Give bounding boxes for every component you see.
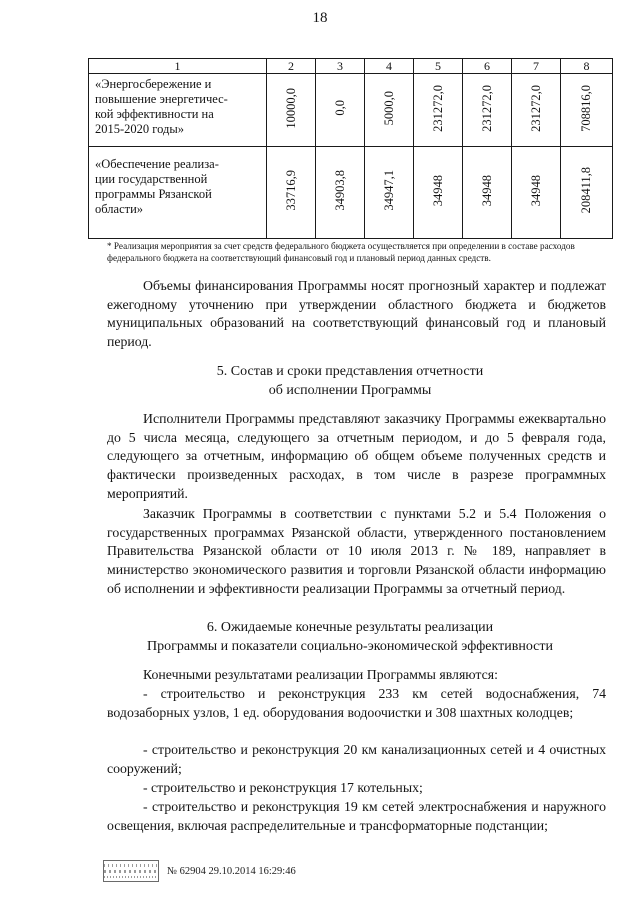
- program-name-line: области»: [95, 202, 144, 216]
- financing-table: [88, 58, 613, 239]
- value-cell: [463, 147, 512, 239]
- value-text: 208411,8: [579, 167, 593, 214]
- value-text: 231272,0: [479, 84, 494, 132]
- program-name-line: «Энергосбережение и: [95, 77, 212, 91]
- table-header-cell: 5: [414, 59, 463, 74]
- section-6-title: [88, 619, 612, 656]
- table-header-cell: 6: [463, 59, 512, 74]
- results-item: - строительство и реконструкция 19 км сетей электроснабжения и наружного освещения, включая распределительные и трансформаторные подстанции;: [107, 799, 606, 833]
- value-cell: [561, 147, 613, 239]
- value-text: 231272,0: [528, 84, 543, 132]
- value-cell: [561, 74, 613, 147]
- value-cell: [414, 147, 463, 239]
- program-name-line: кой эффективности на: [95, 107, 214, 121]
- registration-stamp: [103, 860, 296, 882]
- value-cell: [267, 74, 316, 147]
- table-header-cell: 4: [365, 59, 414, 74]
- value-text: 708816,0: [579, 84, 593, 132]
- value-text: 5000,0: [381, 90, 396, 126]
- value-text: 33716,9: [283, 170, 298, 211]
- table-header-cell: 7: [512, 59, 561, 74]
- value-text: 34947,1: [381, 170, 396, 211]
- table-header-cell: 2: [267, 59, 316, 74]
- value-text: 0,0: [332, 100, 347, 116]
- table-row: [89, 74, 613, 147]
- program-name-cell: [89, 147, 267, 239]
- program-name-line: программы Рязанской: [95, 187, 212, 201]
- value-cell: [316, 74, 365, 147]
- value-cell: [512, 147, 561, 239]
- section-5-title: [88, 363, 612, 400]
- section-title-line: Программы и показатели социально-экономической эффективности: [146, 638, 553, 654]
- value-text: 231272,0: [430, 84, 445, 132]
- value-text: 34948: [430, 174, 445, 207]
- footnote: * Реализация мероприятия за счет средств федерального бюджета осуществляется при определении в составе расходов федерального бюджета на соответствующий финансовый год и плановый период данных средств.: [107, 241, 575, 263]
- value-cell: [414, 74, 463, 147]
- value-cell: [267, 147, 316, 239]
- value-text: 10000,0: [283, 87, 298, 129]
- value-text: 34948: [479, 174, 494, 207]
- table-header-cell: 8: [561, 59, 613, 74]
- value-text: 34948: [528, 174, 543, 207]
- value-cell: [463, 74, 512, 147]
- value-cell: [365, 147, 414, 239]
- table-header-row: [89, 59, 613, 74]
- paragraph-financing: Объемы финансирования Программы носят прогнозный характер и подлежат ежегодному уточнению при утверждении областного бюджета и бюджетов муниципальных образований на соответствующий финансовый год и плановый период.: [107, 278, 606, 350]
- program-name-line: повышение энергетичес-: [95, 92, 228, 106]
- results-item: - строительство и реконструкция 20 км канализационных сетей и 4 очистных сооружений;: [107, 742, 606, 776]
- results-item: - строительство и реконструкция 17 котельных;: [143, 780, 423, 795]
- program-name-line: ции государственной: [95, 172, 208, 186]
- barcode-stamp-icon: [103, 860, 159, 882]
- program-name-line: 2015-2020 годы»: [95, 122, 185, 136]
- value-cell: [512, 74, 561, 147]
- table-header-cell: 3: [316, 59, 365, 74]
- value-cell: [365, 74, 414, 147]
- section-6-intro: Конечными результатами реализации Программы являются:: [143, 667, 498, 682]
- section-title-line: об исполнении Программы: [268, 382, 432, 398]
- value-cell: [316, 147, 365, 239]
- stamp-text: № 62904 29.10.2014 16:29:46: [167, 865, 296, 877]
- results-item: - строительство и реконструкция 233 км сетей водоснабжения, 74 водозаборных узлов, 1 ед. оборудования водоочистки и 308 шахтных колодцев;: [107, 686, 606, 720]
- table-header-cell: 1: [89, 59, 267, 74]
- page-number: 18: [312, 10, 328, 26]
- section-title-line: 6. Ожидаемые конечные результаты реализации: [206, 620, 494, 635]
- program-name-cell: [89, 74, 267, 147]
- table-row: [89, 147, 613, 239]
- section-5-paragraph-2: Заказчик Программы в соответствии с пунктами 5.2 и 5.4 Положения о государственных программах Рязанской области, утвержденного постановлением Правительства Рязанской области от 10 июля 2013 г. № 189, направляет в министерство экономического развития и торговли Рязанской области информацию об исполнении и эффективности реализации Программы за отчетный период.: [107, 506, 606, 596]
- program-name-line: «Обеспечение реализа-: [95, 157, 219, 171]
- section-5-paragraph-1: Исполнители Программы представляют заказчику Программы ежеквартально до 5 числа месяца, следующего за отчетным периодом, и до 5 февраля года, следующего за отчетным, информацию об общем объеме полученных средств и фактически произведенных расходах, в том числе в разрезе программных мероприятий.: [107, 411, 606, 501]
- section-title-line: 5. Состав и сроки представления отчетности: [216, 364, 484, 379]
- value-text: 34903,8: [332, 170, 347, 211]
